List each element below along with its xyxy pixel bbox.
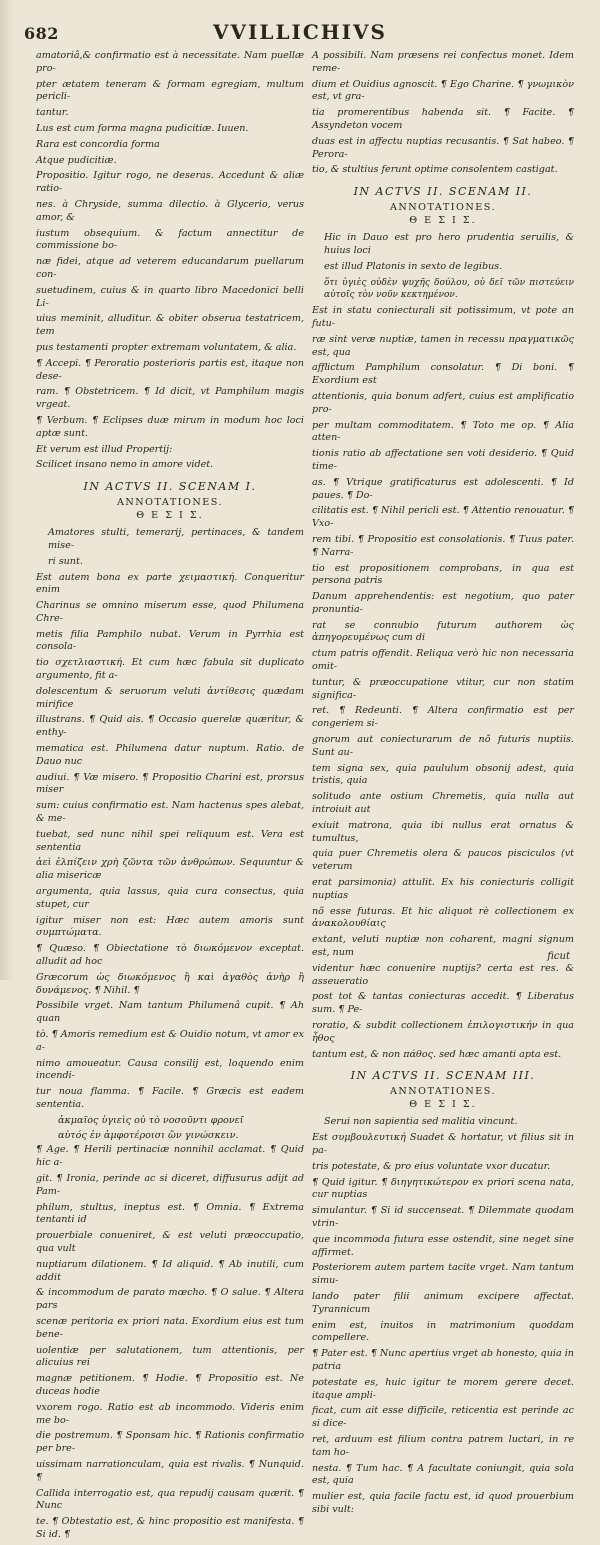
text-line: tio, & stultius ferunt optime consolentem castigat. [312,164,558,176]
text-line: Atque pudicitiæ. [36,154,117,166]
text-line: tantum est, & non πάθος. sed hæc amanti apta est. [312,1048,562,1060]
text-line: tionis ratio ab affectatione sen voti desiderio. ¶ Quid time- [312,448,574,472]
thesis-text: est illud Platonis in sexto de legibus. [324,260,503,272]
text-line: uolentiæ per salutationem, tum attentionis, per alicuius rei [36,1344,304,1369]
text-line: enim est, inuitos in matrimonium quoddam compellere. [312,1319,574,1344]
text-line: roratio, & subdit collectionem ἐπιλογιστικήν in qua ἦθος [312,1020,574,1044]
text-line: afflictum Pamphilum consolatur. ¶ Di boni. ¶ Exordium est [312,362,574,387]
text-line: post tot & tantas coniecturas accedit. ¶ Liberatus sum. ¶ Pe- [312,991,574,1016]
text-line: nes. à Chryside, summa dilectio. à Glycerio, verus amor, & [36,198,304,223]
text-line: git. ¶ Ironia, perinde ac si diceret, diffusurus adijt ad Pam- [36,1172,304,1197]
text-line: videntur hæc conuenire nuptijs? certa est res. & asseueratio [312,962,574,987]
scene-heading: IN ACTVS II. SCENAM II. [353,185,533,199]
text-line: Propositio. Igitur rogo, ne deseras. Accedunt & aliæ ratio- [36,170,304,195]
text-line: ¶ Verbum. ¶ Eclipses duæ mirum in modum hoc loci aptæ sunt. [36,414,304,439]
thesis-heading: Θ Ε Σ Ι Σ. [409,215,477,227]
text-line: ret, arduum est filium contra patrem luctari, in re tam ho- [312,1433,574,1458]
text-line: igitur miser non est: Hæc autem amoris sunt συμπτώματα. [36,914,304,939]
text-line: die postremum. ¶ Sponsam hic. ¶ Rationis confirmatio per bre- [36,1430,304,1455]
text-line: que incommoda futura esse ostendit, sine neget sine affirmet. [312,1233,574,1258]
text-line: te. ¶ Obtestatio est, & hinc propositio est manifesta. ¶ Si id. ¶ [36,1516,304,1540]
text-line: gnorum aut coniecturarum de nõ futuris nuptiis. Sunt au- [312,734,574,758]
text-line: A possibili. Nam præsens rei confectus monet. Idem reme- [312,50,574,74]
thesis-heading: Θ Ε Σ Ι Σ. [409,1099,477,1111]
text-line: Callida interrogatio est, qua repudij causam quærit. ¶ Nunc [36,1487,304,1512]
text-line: rat se connubio futurum authorem ὡς ἀπηγορευμένως cum di [312,619,574,644]
text-line: næ fidei, atque ad veterem educandarum puellarum con- [36,256,304,280]
text-line: tuebat, sed nunc nihil spei reliquum est. Vera est sententia [36,828,304,853]
text-line: tio σχετλιαστική. Et cum hæc fabula sit duplicato argumento, fit a- [36,657,304,682]
left-column [36,50,304,1545]
gutter-shadow [0,0,14,980]
greek-verse: ἀκμαῖος ὑγιεὶς οὐ τὸ νοσοῦντι φρονεῖ [58,1114,244,1126]
text-line: mematica est. Philumena datur nuptum. Ratio. de Dauo nuc [36,743,304,767]
text-line: tur noua flamma. ¶ Facile. ¶ Græcis est eadem sententia. [36,1086,304,1110]
text-line: ctum patris offendit. Reliqua verò hic non necessaria omit- [312,648,574,673]
text-line: tuntur, & præoccupatione vtitur, cur non statim significa- [312,676,574,701]
text-line: Est autem bona ex parte χειμαστική. Conqueritur enim [36,571,304,596]
text-line: dolescentum & seruorum veluti ἀντίθεσις quædam mirifice [36,685,304,710]
running-title: VVILLICHIVS [212,20,387,44]
text-line: cilitatis est. ¶ Nihil pericli est. ¶ Attentio renouatur. ¶ Vxo- [312,505,574,530]
scene-heading: IN ACTVS II. SCENAM I. [83,480,257,494]
thesis-text: Amatores stulti, temerarij, pertinaces, & tandem mise- [48,527,304,551]
text-line: uius meminit, alluditur. & obiter obserua testatricem, tem [36,313,304,338]
text-line: Rara est concordia forma [36,138,160,150]
text-line: exiuit matrona, quia ibi nullus erat ornatus & tumultus, [312,819,574,844]
text-line: per multam commoditatem. ¶ Toto me op. ¶ Alia atten- [312,419,574,444]
text-line: nuptiarum dilationem. ¶ Id aliquid. ¶ Ab inutili, cum addit [36,1258,304,1283]
text-line: Scilicet insano nemo in amore videt. [36,459,214,471]
text-line: Lus est cum forma magna pudicitiæ. Iuuen. [36,122,249,134]
thesis-text: ri sunt. [48,555,83,567]
text-line: Græcorum ὡς διωκόμενος ἢ καὶ ἀγαθὸς ἀνὴρ ἢ δυνάμενος. ¶ Nihil. ¶ [36,971,304,996]
text-line: Charinus se omnino miserum esse, quod Philumena Chre- [36,600,304,624]
text-line: nesta. ¶ Tum hac. ¶ A facultate coniungit, quia sola est, quia [312,1462,574,1487]
annotations-heading: ANNOTATIONES. [389,1086,497,1098]
annotations-heading: ANNOTATIONES. [389,202,497,214]
text-line: rem tibi. ¶ Propositio est consolationis. ¶ Tuus pater. ¶ Narra- [312,533,574,558]
text-line: audiui. ¶ Væ misero. ¶ Propositio Charini est, prorsus miser [36,771,304,796]
text-line: ἀεὶ ἐλπίζειν χρὴ ζῶντα τῶν ἀνθρώπων. Sequuntur & alia misericæ [36,857,304,882]
thesis-text: Serui non sapientia sed malitia vincunt. [324,1116,518,1128]
text-line: quia puer Chremetis olera & paucos pisciculos (vt veterum [312,848,574,873]
text-line: tia promerentibus habenda sit. ¶ Facite. ¶ Assyndeton vocem [312,107,574,131]
text-line: ¶ Quid igitur. ¶ διηγητικώτερον ex priori scena nata, cur nuptias [312,1176,574,1201]
text-line: uissimam narrationculam, quia est rivalis. ¶ Nunquid. ¶ [36,1458,304,1483]
text-line: mulier est, quia facile factu est, id quod prouerbium sibi vult: [312,1491,574,1515]
text-line: amatoriâ,& confirmatio est à necessitate. Nam puellæ pro- [36,50,304,74]
text-line: solitudo ante ostium Chremetis, quia nulla aut introiuit aut [312,791,574,816]
text-line: iustum obsequium. & factum annectitur de commissione bo- [36,227,304,252]
text-line: ¶ Accepi. ¶ Peroratio posterioris partis est, itaque non dese- [36,357,304,382]
text-line: philum, stultus, ineptus est. ¶ Omnia. ¶ Extrema tentanti id [36,1201,304,1226]
text-line: Est in statu coniecturali sit potissimum, vt pote an futu- [312,305,574,329]
text-line: Danum apprehendentis: est negotium, quo pater pronuntia- [312,591,574,615]
text-line: suetudinem, cuius & in quarto libro Macedonici belli Li- [36,284,304,309]
text-line: ¶ Age. ¶ Herili pertinaciæ nonnihil acclamat. ¶ Quid hic a- [36,1144,304,1169]
scene-heading: IN ACTVS II. SCENAM III. [350,1069,536,1083]
text-line: pus testamenti propter extremam voluntatem, & alia. [36,341,297,353]
text-line: magnæ petitionem. ¶ Hodie. ¶ Propositio est. Ne duceas hodie [36,1373,304,1397]
catchword: ficut [547,951,570,962]
text-line: illustrans. ¶ Quid ais. ¶ Occasio querelæ quæritur, & enthy- [36,714,304,739]
text-line: lando pater filii animum excipere affectat. Tyrannicum [312,1290,574,1315]
text-line: erat parsimonia) attulit. Ex his coniecturis colligit nuptias [312,877,574,901]
page-number: 682 [24,24,59,43]
text-line: ¶ Pater est. ¶ Nunc apertius vrget ab honesto, quia in patria [312,1348,574,1372]
text-line: Posteriorem autem partem tacite vrget. Nam tantum simu- [312,1262,574,1287]
text-line: tantur. [36,107,69,119]
text-line: vxorem rogo. Ratio est ab incommodo. Videris enim me bo- [36,1401,304,1426]
text-line: nõ esse futuras. Et hic aliquot rè collectionem ex ἀνακολουθίαις [312,905,574,930]
thesis-text: Hic in Dauo est pro hero prudentia seruilis, & huius loci [324,232,574,256]
text-line: argumenta, quia lassus, quia cura consectus, quia stupet, cur [36,886,304,910]
text-line: Et verum est illud Propertij: [36,443,173,455]
text-line: scenæ peritoria ex priori nata. Exordium eius est tum bene- [36,1315,304,1340]
text-line: pter ætatem teneram & formam egregiam, multum pericli- [36,78,304,103]
text-line: dium et Ouidius agnoscit. ¶ Ego Charine. ¶ γνωμικὸν est, vt gra- [312,78,574,103]
text-line: tris potestate, & pro eius voluntate vxor ducatur. [312,1160,551,1172]
right-column [312,50,574,1520]
text-line: metis filia Pamphilo nubat. Verum in Pyrrhia est consola- [36,628,304,653]
text-line: as. ¶ Vtrique gratificaturus est adolescenti. ¶ Id paues. ¶ Do- [312,476,574,501]
text-line: simulantur. ¶ Si id succenseat. ¶ Dilemmate quodam vtrin- [312,1205,574,1229]
thesis-heading: Θ Ε Σ Ι Σ. [136,510,204,522]
text-line: ram. ¶ Obstetricem. ¶ Id dicit, vt Pamphilum magis vrgeat. [36,386,304,411]
text-line: ræ sint veræ nuptiæ, tamen in recessu πραγματικῶς est, qua [312,333,574,358]
annotations-heading: ANNOTATIONES. [116,497,224,509]
text-line: ret. ¶ Redeunti. ¶ Altera confirmatio est per congeriem si- [312,705,574,730]
greek-verse: αὐτός ἐν ἀμφοτέροισι ὢν γινώσκειν. [58,1129,239,1141]
text-line: ¶ Quæso. ¶ Obiectatione τὸ διωκόμενον exceptat. alludit ad hoc [36,943,304,968]
text-line: duas est in affectu nuptias recusantis. ¶ Sat habeo. ¶ Perora- [312,135,574,160]
text-line: nimo amoueatur. Causa consilij est, loquendo enim incendi- [36,1057,304,1082]
text-line: tò. ¶ Amoris remedium est & Ouidio notum, vt amor ex a- [36,1029,304,1053]
text-line: tem signa sex, quia paululum obsonij adest, quia tristis, quia [312,762,574,787]
text-line: prouerbiale conueniret, & est veluti præoccupatio, qua vult [36,1230,304,1254]
page-header [0,20,600,50]
text-line: extant, veluti nuptiæ non coharent, magni signum est, num [312,934,574,959]
greek-quote: ὅτι ὑγιὲς οὐδὲν ψυχῆς δούλου, οὐ δεῖ τῶν πιστεύειν αὐτοῖς τὸν νοῦν κεκτημένον. [324,277,574,301]
text-line: ficat, cum ait esse difficile, reticentia est perinde ac si dice- [312,1405,574,1430]
text-line: attentionis, quia bonum adfert, cuius est amplificatio pro- [312,390,574,415]
text-line: Possibile vrget. Nam tantum Philumenâ cupit. ¶ Ah quan [36,1000,304,1025]
text-line: & incommodum de parato mœcho. ¶ O salue. ¶ Altera pars [36,1287,304,1312]
text-line: sum: cuius confirmatio est. Nam hactenus spes alebat, & me- [36,800,304,825]
text-line: potestate es, huic igitur te morem gerere decet. itaque ampli- [312,1376,574,1401]
text-line: tio est propositionem comprobans, in qua est persona patris [312,562,574,587]
text-line: Est συμβουλευτική Suadet & hortatur, vt filius sit in pa- [312,1132,574,1156]
